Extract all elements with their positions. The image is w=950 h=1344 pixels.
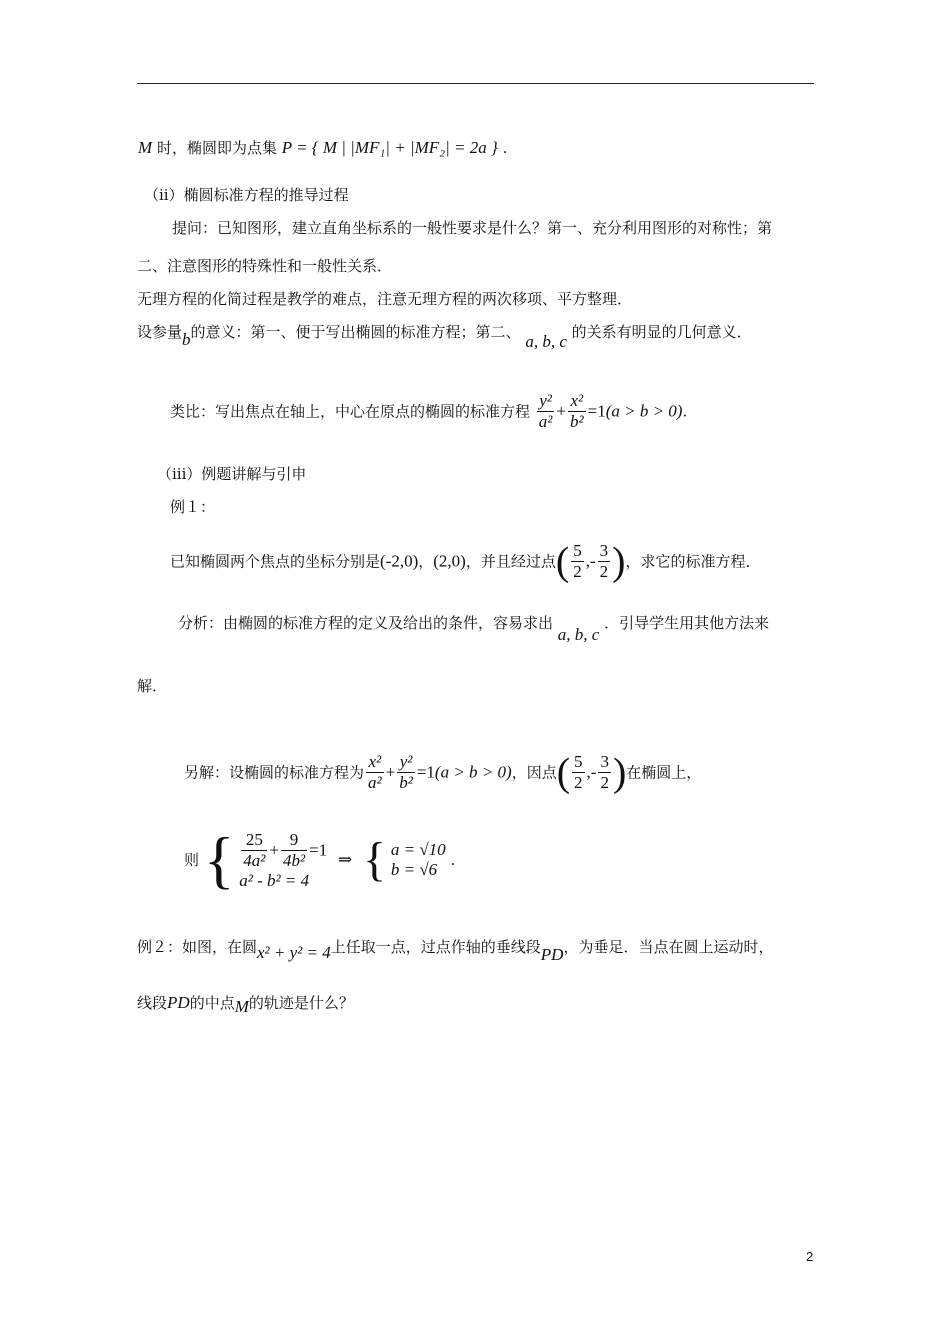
text: 的轨迹是什么？ (248, 994, 354, 1012)
segment-pd: PD (167, 993, 190, 1012)
text: ，求它的标准方程． (625, 552, 761, 571)
separator: ,- (586, 762, 597, 782)
fraction-y2-b2: $\frac{\text{y²}}{\text{b²}}$ (399, 752, 413, 792)
var-m: M (138, 138, 153, 157)
plus: + (556, 401, 566, 421)
text: 已知椭圆两个焦点的坐标分别是 (170, 552, 381, 571)
var-m: M (234, 997, 249, 1016)
var-b: b (182, 330, 191, 349)
example-1-statement (170, 538, 761, 584)
text: 在椭圆上， (626, 763, 702, 782)
equation-system (184, 824, 456, 895)
line-parameter-b (137, 322, 752, 351)
system-row-1 (239, 830, 327, 871)
condition: (a > b > 0) (605, 401, 683, 421)
alternative-solution (184, 749, 702, 795)
header-rule (137, 83, 814, 84)
solution-a: a = √10 (390, 840, 446, 859)
fraction-25-4a2: $\frac{25}{\text{4a²}}$ (243, 829, 266, 870)
period: . (450, 851, 456, 869)
fraction-x2-b2: $\frac{\text{x²}}{\text{b²}}$ (570, 391, 584, 431)
point-neg2-0: (-2,0) (380, 551, 419, 571)
paragraph-question: 提问：已知图形，建立直角坐标系的一般性要求是什么？第一、充分利用图形的对称性；第 (172, 219, 773, 237)
segment-pd: PD (540, 945, 564, 964)
text: 的中点 (189, 994, 235, 1012)
text: ，为垂足．当点在圆上运动时， (563, 938, 774, 956)
equals-one: =1 (587, 401, 606, 421)
section-ii-heading: （ii）椭圆标准方程的推导过程 (144, 186, 349, 204)
comma: ， (418, 552, 434, 571)
separator: ,- (585, 551, 596, 571)
example-2-question (137, 993, 354, 1016)
text: 的意义：第一、便于写出椭圆的标准方程；第二、 (190, 323, 521, 341)
example-2-statement (137, 937, 774, 964)
text: 分析：由椭圆的标准方程的定义及给出的条件，容易求出 (178, 614, 554, 632)
text: 设参量 (137, 323, 183, 341)
fraction-3-2: $\frac{3}{2}$ (599, 541, 609, 581)
plus: + (269, 840, 279, 859)
implies-arrow: ⇒ (337, 850, 353, 869)
page-number: 2 (806, 1249, 814, 1264)
solution-b: b = √6 (390, 860, 438, 879)
equals-one: =1 (309, 840, 328, 859)
paren-right: ) (612, 538, 626, 584)
text: 则 (184, 851, 200, 869)
paragraph-irrational: 无理方程的化简过程是教学的难点，注意无理方程的两次移项、平方整理． (137, 290, 633, 308)
text: ．引导学生用其他方法来 (604, 614, 770, 632)
paren-left: ( (556, 749, 571, 795)
system-rows (239, 830, 327, 891)
system-row-2: a² - b² = 4 (239, 870, 310, 890)
solution-rows (391, 840, 446, 880)
plus: + (385, 762, 396, 782)
fraction-5-2: $\frac{5}{2}$ (573, 541, 582, 581)
brace-right: { (363, 833, 387, 886)
line-analogy (170, 391, 687, 432)
text: 例２：如图，在圆 (137, 938, 258, 956)
paren-left: ( (555, 538, 570, 584)
period: . (682, 402, 688, 421)
analysis-line (178, 613, 770, 644)
condition: (a > b > 0) (434, 762, 512, 782)
fraction-5-2: $\frac{5}{2}$ (574, 752, 583, 792)
example-1-label: 例１： (170, 498, 216, 516)
brace-left: { (203, 824, 235, 895)
text: ，因点 (511, 763, 557, 782)
line-point-set (138, 138, 507, 158)
fraction-y2-a2: $\frac{\text{y²}}{\text{a²}}$ (538, 391, 553, 431)
paragraph-question-cont: 二、注意图形的特殊性和一般性关系． (137, 257, 393, 275)
fraction-x2-a2: $\frac{\text{x²}}{\text{a²}}$ (368, 752, 382, 792)
text: 的关系有明显的几何意义． (571, 323, 752, 341)
period: . (502, 139, 508, 157)
fraction-9-4b2: $\frac{9}{\text{4b²}}$ (283, 829, 306, 870)
text: ，并且经过点 (465, 552, 556, 571)
circle-equation: x² + y² = 4 (257, 943, 331, 962)
vars-abc: a, b, c (525, 332, 567, 351)
set-expression: P = { M | |MF₁| + |MF₂| = 2a } (281, 138, 498, 157)
text: 另解：设椭圆的标准方程为 (184, 763, 365, 782)
text: 线段 (137, 994, 168, 1012)
text: 类比：写出焦点在轴上，中心在原点的椭圆的标准方程 (170, 402, 531, 421)
analysis-line-cont: 解． (137, 677, 168, 695)
point-2-0: (2,0) (433, 551, 466, 571)
fraction-3-2: $\frac{3}{2}$ (600, 752, 609, 792)
equals-one: =1 (416, 762, 435, 782)
text: 上任取一点，过点作轴的垂线段 (330, 938, 541, 956)
text: 时，椭圆即为点集 (156, 139, 277, 157)
paren-right: ) (612, 749, 627, 795)
section-iii-heading: （iii）例题讲解与引申 (157, 465, 307, 483)
vars-abc: a, b, c (557, 625, 600, 644)
